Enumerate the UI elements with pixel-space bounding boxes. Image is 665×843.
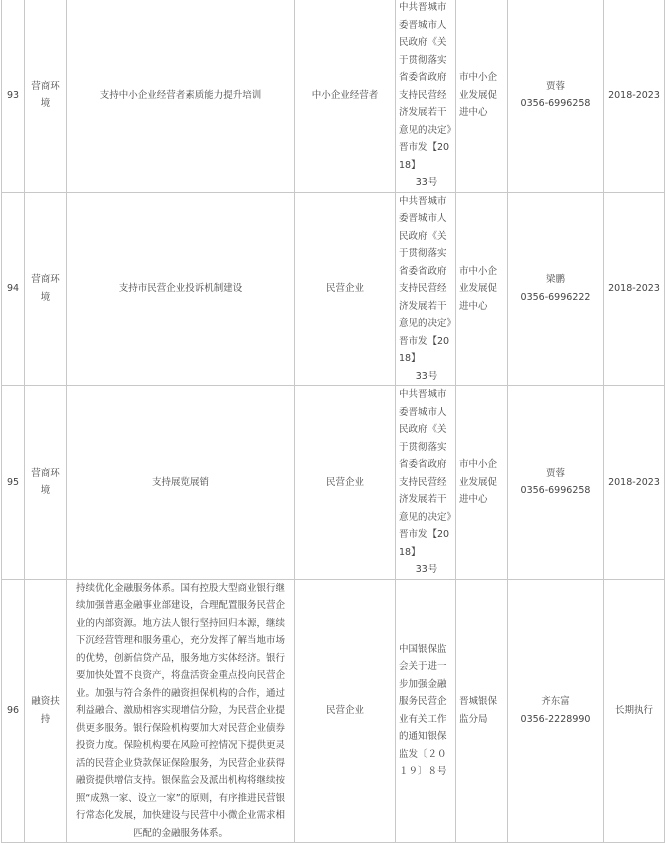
validity-period: 2018-2023 — [604, 192, 665, 386]
row-number: 95 — [2, 386, 25, 580]
policy-basis-text: 中共晋城市委晋城市人民政府《关于贯彻落实省委省政府支持民营经济发展若干意见的决定》晋市发【2018】 — [399, 195, 452, 364]
contact-name: 贾蓉 — [545, 80, 565, 92]
contact-cell — [508, 579, 604, 843]
responsible-org: 市中小企业发展促进中心 — [456, 386, 508, 580]
policy-basis-tail: 33号 — [415, 177, 438, 188]
responsible-org: 市中小企业发展促进中心 — [456, 0, 508, 192]
table-row — [2, 0, 665, 192]
policy-content: 持续优化金融服务体系。国有控股大型商业银行继续加强普惠金融事业部建设，合理配置服务民营企业的内部资源。地方法人银行坚持回归本源，继续下沉经营管理和服务重心，充分发挥了解当地市场的优势，创新信贷产品，服务地方实体经济。银行要加快处置不良资产，将盘活资金重点投向民营企业。加强与符合条件的融资担保机构的合作，通过利益融合、激励相容实现增信分险，为民营企业提供更多服务。银行保险机构要加大对民营企业债券投资力度。保险机构要在风险可控情况下提供更灵活的民营企业贷款保证保险服务，为民营企业获得融资提供增信支持。银保监会及派出机构将继续按照“成熟一家、设立一家”的原则，有序推进民营银行常态化发展，加快建设与民营中小微企业需求相匹配的金融服务体系。 — [67, 579, 295, 843]
row-number: 93 — [2, 0, 25, 192]
policy-basis-text: 中共晋城市委晋城市人民政府《关于贯彻落实省委省政府支持民营经济发展若干意见的决定》晋市发【2018】 — [399, 2, 452, 171]
contact-phone: 0356-2228990 — [520, 713, 591, 725]
policy-target: 中小企业经营者 — [295, 0, 396, 192]
policy-table — [1, 0, 665, 843]
policy-target: 民营企业 — [295, 192, 396, 386]
policy-target: 民营企业 — [295, 386, 396, 580]
contact-phone: 0356-6996258 — [520, 98, 591, 110]
policy-basis-text: 中国银保监会关于进一步加强金融服务民营企业有关工作的通知银保监发〔２０１９〕８号 — [399, 643, 447, 778]
table-row — [2, 192, 665, 386]
table-row — [2, 386, 665, 580]
contact-name: 梁鹏 — [545, 274, 565, 286]
validity-period: 长期执行 — [604, 579, 665, 843]
contact-cell — [508, 192, 604, 386]
responsible-org: 市中小企业发展促进中心 — [456, 192, 508, 386]
responsible-org: 晋城银保监分局 — [456, 579, 508, 843]
policy-target: 民营企业 — [295, 579, 396, 843]
validity-period: 2018-2023 — [604, 0, 665, 192]
contact-cell — [508, 0, 604, 192]
table-row — [2, 579, 665, 843]
policy-basis-text: 中共晋城市委晋城市人民政府《关于贯彻落实省委省政府支持民营经济发展若干意见的决定》晋市发【2018】 — [399, 389, 452, 558]
policy-basis — [396, 0, 456, 192]
contact-name: 贾蓉 — [545, 467, 565, 479]
policy-category: 营商环境 — [25, 0, 67, 192]
contact-phone: 0356-6996258 — [520, 485, 591, 497]
policy-basis — [396, 579, 456, 843]
policy-basis — [396, 192, 456, 386]
policy-category: 融资扶持 — [25, 579, 67, 843]
row-number: 94 — [2, 192, 25, 386]
policy-content: 支持展览展销 — [67, 386, 295, 580]
policy-basis — [396, 386, 456, 580]
policy-category: 营商环境 — [25, 192, 67, 386]
contact-phone: 0356-6996222 — [520, 291, 591, 303]
policy-basis-tail: 33号 — [415, 370, 438, 382]
validity-period: 2018-2023 — [604, 386, 665, 580]
policy-basis-tail: 33号 — [415, 564, 438, 575]
contact-name: 齐东富 — [541, 696, 570, 708]
policy-content: 支持市民营企业投诉机制建设 — [67, 192, 295, 386]
policy-category: 营商环境 — [25, 386, 67, 580]
row-number: 96 — [2, 579, 25, 843]
policy-content: 支持中小企业经营者素质能力提升培训 — [67, 0, 295, 192]
contact-cell — [508, 386, 604, 580]
